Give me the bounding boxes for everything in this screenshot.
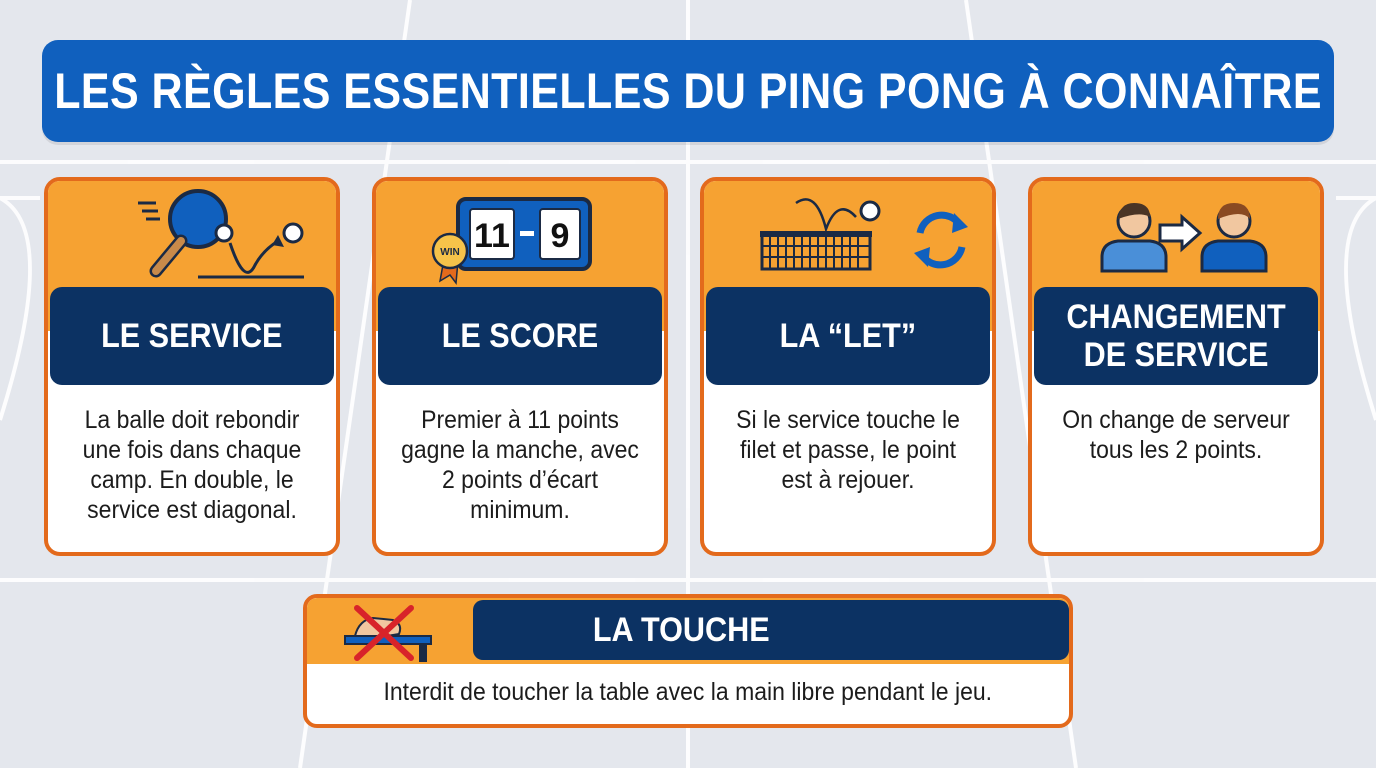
card-header: [50, 287, 334, 385]
paddle-ball-icon: [48, 181, 336, 291]
net-ball-icon: [704, 181, 992, 291]
rule-card-let: [700, 177, 996, 556]
scoreboard-icon: [376, 181, 664, 291]
card-heading: LE SCORE: [441, 317, 599, 355]
win-badge-text: WIN: [440, 247, 460, 258]
card-header: [706, 287, 990, 385]
card-description: Premier à 11 points gagne la manche, avec 2 points d’écart minimum.: [401, 406, 639, 524]
card-heading: LA TOUCHE: [592, 610, 770, 649]
rule-card-score: [372, 177, 668, 556]
card-heading: LE SERVICE: [101, 317, 283, 355]
score-left: 11: [474, 217, 510, 255]
hand-on-table-forbidden-icon: [307, 598, 477, 664]
rule-card-service-change: [1028, 177, 1324, 556]
card-header: [473, 600, 1069, 660]
card-description: Si le service touche le filet et passe, le point est à rejouer.: [736, 406, 960, 494]
card-heading: CHANGEMENT DE SERVICE: [1066, 298, 1286, 374]
card-header: [378, 287, 662, 385]
rule-card-service: [44, 177, 340, 556]
card-description: La balle doit rebondir une fois dans chaque camp. En double, le service est diagonal.: [82, 406, 302, 524]
card-heading: LA “LET”: [779, 317, 917, 355]
title-banner: [42, 40, 1334, 142]
players-swap-icon: [1032, 181, 1320, 291]
rule-card-touch: [303, 594, 1073, 728]
card-description: On change de serveur tous les 2 points.: [1062, 406, 1290, 464]
card-description: Interdit de toucher la table avec la main libre pendant le jeu.: [383, 678, 993, 706]
page-title: LES RÈGLES ESSENTIELLES DU PING PONG À CONNAÎTRE: [54, 63, 1322, 119]
card-header: [1034, 287, 1318, 385]
score-right: 9: [550, 217, 570, 255]
